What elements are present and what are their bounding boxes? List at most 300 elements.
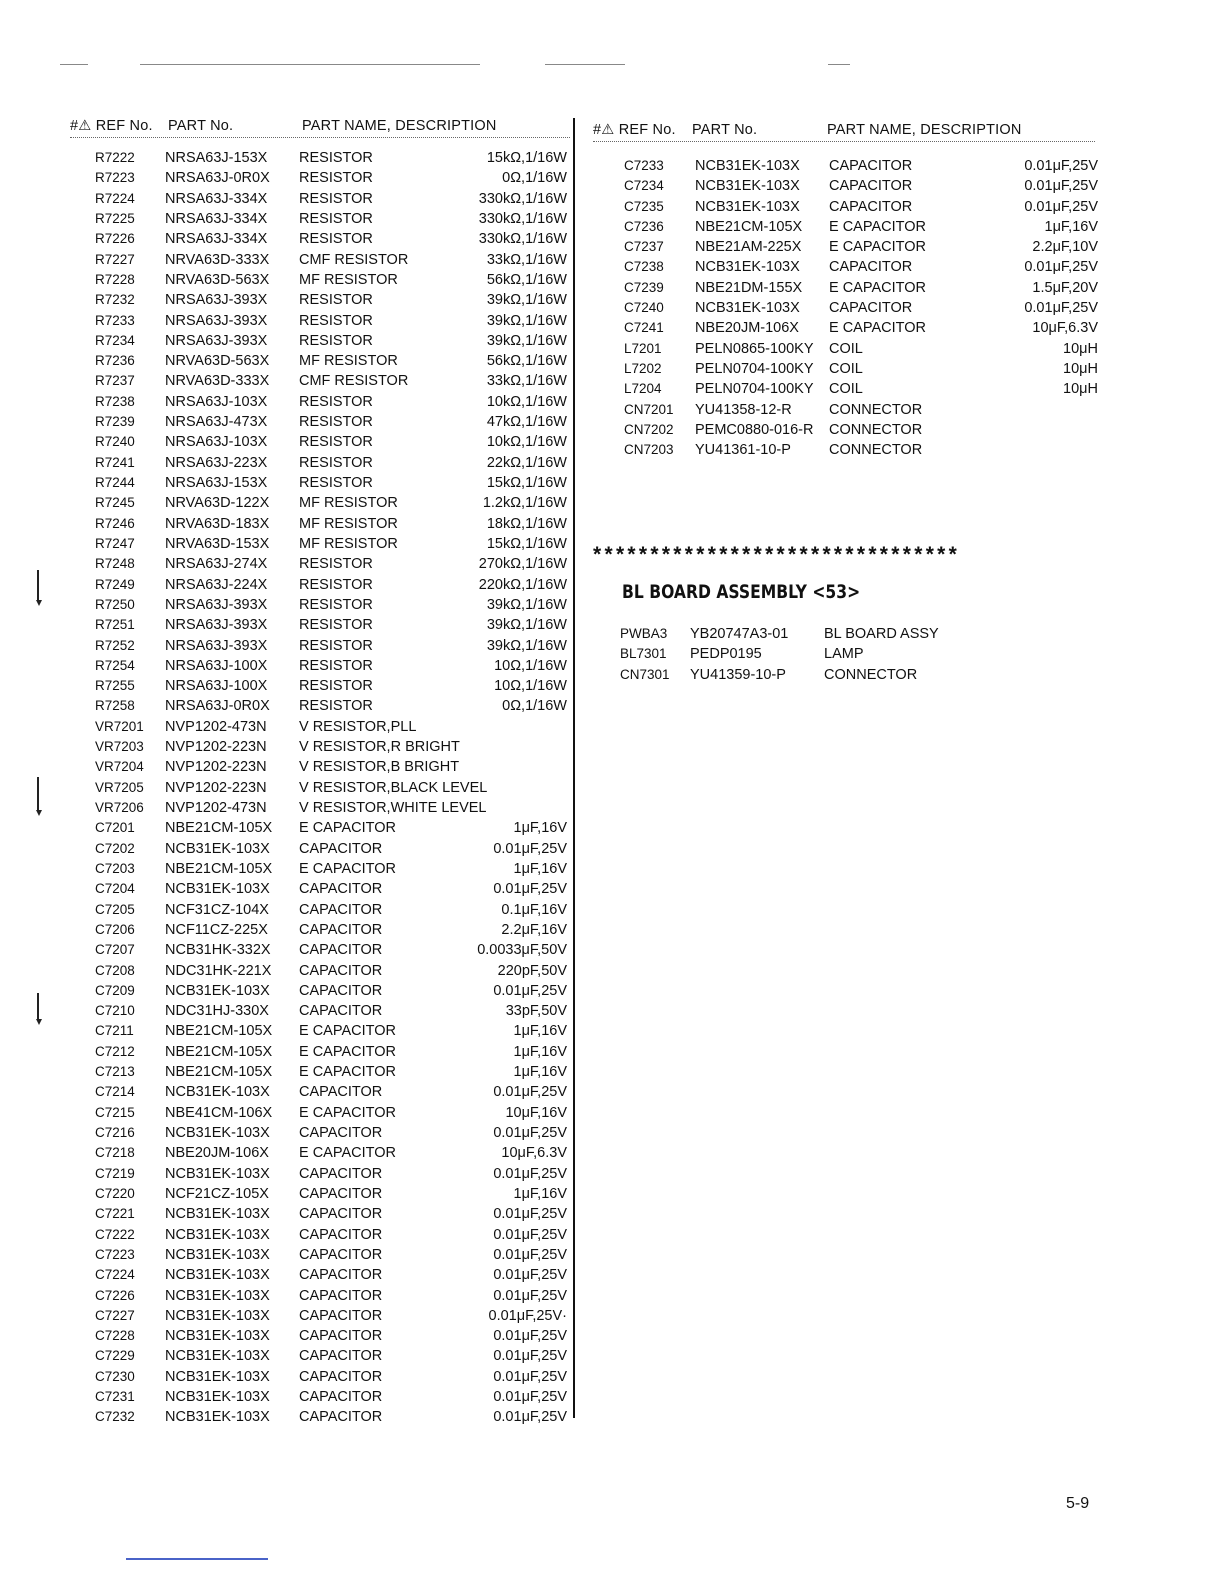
value-cell: 10Ω,1/16W xyxy=(494,657,567,674)
change-mark-arrow xyxy=(37,993,39,1021)
table-row xyxy=(0,252,580,272)
part-no-cell: NRVA63D-333X xyxy=(165,251,270,268)
part-no-cell: NCB31EK-103X xyxy=(695,178,800,195)
value-cell: 0.01μF,25V xyxy=(493,1389,567,1406)
value-cell: 22kΩ,1/16W xyxy=(486,454,567,471)
part-name-cell: RESISTOR xyxy=(299,414,373,431)
ref-no-cell: C7227 xyxy=(95,1307,135,1323)
ref-no-cell: C7220 xyxy=(95,1185,135,1201)
part-no-cell: YU41358-12-R xyxy=(695,401,792,418)
ref-no-cell: R7226 xyxy=(95,231,135,247)
ref-no-cell: C7223 xyxy=(95,1246,135,1262)
ref-no-cell: C7235 xyxy=(624,198,664,214)
ref-no-cell: C7238 xyxy=(624,259,664,275)
part-no-cell: NCB31EK-103X xyxy=(165,1206,270,1223)
table-row xyxy=(590,219,1110,239)
ref-no-cell: VR7201 xyxy=(95,718,144,734)
part-name-cell: COIL xyxy=(829,381,863,398)
value-cell: 0.01μF,25V xyxy=(1024,300,1098,317)
part-no-cell: NBE20JM-106X xyxy=(165,1145,269,1162)
part-no-cell: NCB31EK-103X xyxy=(165,1084,270,1101)
part-no-cell: NCF21CZ-105X xyxy=(165,1185,269,1202)
part-no-cell: NRSA63J-393X xyxy=(165,292,268,309)
table-row xyxy=(0,333,580,353)
part-name-cell: V RESISTOR,BLACK LEVEL xyxy=(299,779,488,796)
value-cell: 330kΩ,1/16W xyxy=(478,231,567,248)
table-row xyxy=(0,1247,580,1267)
table-row xyxy=(0,780,580,800)
value-cell: 39kΩ,1/16W xyxy=(486,637,567,654)
table-row xyxy=(0,759,580,779)
part-name-cell: RESISTOR xyxy=(299,698,373,715)
part-no-cell: NRSA63J-153X xyxy=(165,475,268,491)
value-cell: 330kΩ,1/16W xyxy=(478,210,567,227)
part-name-cell: RESISTOR xyxy=(299,190,373,207)
part-no-cell: NVP1202-223N xyxy=(165,759,267,776)
ref-no-cell: R7232 xyxy=(95,292,135,308)
part-no-cell: NVP1202-223N xyxy=(165,739,267,756)
ref-no-cell: C7234 xyxy=(624,178,664,194)
part-no-cell: NCB31EK-103X xyxy=(165,1348,270,1365)
table-row xyxy=(590,402,1110,422)
value-cell: 0.01μF,25V xyxy=(493,840,567,857)
table-row xyxy=(590,646,1110,666)
table-row xyxy=(0,414,580,434)
part-no-cell: PELN0704-100KY xyxy=(695,360,814,377)
part-no-cell: YB20747A3-01 xyxy=(690,626,789,642)
table-row xyxy=(0,719,580,739)
table-row xyxy=(0,1206,580,1226)
part-name-cell: RESISTOR xyxy=(299,454,373,471)
part-name-cell: MF RESISTOR xyxy=(299,495,398,512)
value-cell: 2.2μF,16V xyxy=(501,921,567,938)
ref-no-cell: R7237 xyxy=(95,373,135,389)
value-cell: 0.01μF,25V· xyxy=(488,1307,567,1324)
part-no-cell: NBE21AM-225X xyxy=(695,239,802,256)
table-row xyxy=(0,1409,580,1429)
table-row xyxy=(0,1288,580,1308)
part-no-cell: NRSA63J-223X xyxy=(165,454,268,471)
part-name-cell: CAPACITOR xyxy=(299,1389,383,1406)
part-name-cell: CONNECTOR xyxy=(829,421,923,438)
table-row xyxy=(590,422,1110,442)
value-cell: 0.01μF,25V xyxy=(493,1267,567,1284)
part-no-cell: NCB31EK-103X xyxy=(165,1389,270,1406)
table-row xyxy=(0,658,580,678)
ref-no-cell: C7201 xyxy=(95,820,135,836)
table-row xyxy=(590,361,1110,381)
value-cell: 10μF,16V xyxy=(505,1104,567,1121)
table-row xyxy=(590,239,1110,259)
ref-no-cell: C7211 xyxy=(95,1023,134,1039)
top-rule xyxy=(545,64,625,65)
part-no-cell: NCB31EK-103X xyxy=(165,1267,270,1284)
part-name-cell: CAPACITOR xyxy=(829,158,913,174)
part-name-cell: RESISTOR xyxy=(299,657,373,674)
value-cell: 10kΩ,1/16W xyxy=(486,434,567,451)
part-no-cell: NRSA63J-153X xyxy=(165,150,268,166)
value-cell: 0.01μF,25V xyxy=(493,881,567,898)
table-row xyxy=(0,881,580,901)
ref-no-cell: R7222 xyxy=(95,150,135,165)
table-row xyxy=(0,455,580,475)
ref-no-cell: C7210 xyxy=(95,1003,135,1019)
part-no-cell: NBE41CM-106X xyxy=(165,1104,273,1121)
part-no-cell: NCB31HK-332X xyxy=(165,942,271,959)
part-name-cell: CMF RESISTOR xyxy=(299,251,409,268)
value-cell: 1μF,16V xyxy=(1044,218,1098,235)
value-cell: 1μF,16V xyxy=(513,860,567,877)
table-row xyxy=(0,1023,580,1043)
value-cell: 10μF,6.3V xyxy=(1032,320,1098,337)
part-no-cell: PEMC0880-016-R xyxy=(695,421,814,438)
part-name-cell: RESISTOR xyxy=(299,292,373,309)
ref-no-cell: C7226 xyxy=(95,1287,135,1303)
value-cell: 15kΩ,1/16W xyxy=(486,150,567,166)
value-cell: 1μF,16V xyxy=(513,820,567,837)
top-rule xyxy=(828,64,850,65)
value-cell: 15kΩ,1/16W xyxy=(486,475,567,491)
table-row xyxy=(0,1084,580,1104)
part-no-cell: NRSA63J-334X xyxy=(165,231,268,248)
part-no-cell: NRSA63J-393X xyxy=(165,312,268,329)
value-cell: 0.01μF,25V xyxy=(493,1409,567,1426)
part-no-cell: NBE21CM-105X xyxy=(165,820,273,837)
part-name-cell: E CAPACITOR xyxy=(829,218,926,235)
table-row xyxy=(0,353,580,373)
part-name-cell: CAPACITOR xyxy=(299,1348,383,1365)
value-cell: 0Ω,1/16W xyxy=(502,170,567,187)
ref-no-cell: R7258 xyxy=(95,698,135,714)
part-no-cell: NCB31EK-103X xyxy=(165,881,270,898)
change-mark-arrow xyxy=(37,777,39,812)
table-row xyxy=(0,698,580,718)
top-rule xyxy=(140,64,480,65)
part-name-cell: CONNECTOR xyxy=(824,666,918,683)
table-row xyxy=(0,1308,580,1328)
ref-no-cell: C7229 xyxy=(95,1348,135,1364)
value-cell: 0.01μF,25V xyxy=(493,1246,567,1263)
part-no-cell: NCB31EK-103X xyxy=(695,259,800,276)
part-name-cell: CAPACITOR xyxy=(299,1165,383,1182)
value-cell: 0.01μF,25V xyxy=(493,1226,567,1243)
ref-no-cell: R7239 xyxy=(95,414,135,430)
part-name-cell: CAPACITOR xyxy=(299,1185,383,1202)
part-name-cell: CAPACITOR xyxy=(299,840,383,857)
part-no-cell: NRSA63J-0R0X xyxy=(165,698,270,715)
part-no-cell: PELN0704-100KY xyxy=(695,381,814,398)
part-no-cell: NDC31HK-221X xyxy=(165,962,272,979)
ref-no-cell: R7254 xyxy=(95,657,135,673)
ref-no-cell: C7214 xyxy=(95,1084,135,1100)
value-cell: 0.01μF,25V xyxy=(493,1328,567,1345)
ref-no-cell: R7255 xyxy=(95,678,135,694)
table-row xyxy=(0,841,580,861)
table-row xyxy=(590,442,1110,462)
value-cell: 56kΩ,1/16W xyxy=(486,271,567,288)
table-row xyxy=(0,1369,580,1389)
part-name-cell: V RESISTOR,R BRIGHT xyxy=(299,739,460,756)
ref-no-cell: C7228 xyxy=(95,1328,135,1344)
part-no-cell: NVP1202-473N xyxy=(165,718,267,735)
ref-no-cell: R7244 xyxy=(95,475,135,490)
part-name-cell: CAPACITOR xyxy=(299,1267,383,1284)
part-name-cell: RESISTOR xyxy=(299,596,373,613)
part-no-cell: NRSA63J-0R0X xyxy=(165,170,270,187)
ref-no-cell: C7209 xyxy=(95,982,135,998)
header-rule xyxy=(70,137,570,138)
table-row xyxy=(0,739,580,759)
ref-no-cell: R7227 xyxy=(95,251,135,267)
value-cell: 10μH xyxy=(1063,340,1098,357)
table-row xyxy=(0,556,580,576)
ref-no-header: #⚠ REF No. xyxy=(593,122,676,138)
table-row xyxy=(0,820,580,840)
value-cell: 39kΩ,1/16W xyxy=(486,617,567,634)
part-no-cell: NCB31EK-103X xyxy=(695,198,800,215)
part-name-header: PART NAME, DESCRIPTION xyxy=(827,122,1022,138)
part-name-cell: LAMP xyxy=(824,646,864,663)
part-no-cell: NBE21DM-155X xyxy=(695,279,803,296)
part-no-cell: NCB31EK-103X xyxy=(165,1307,270,1324)
part-no-cell: NBE21CM-105X xyxy=(695,218,803,235)
ref-no-cell: CN7301 xyxy=(620,666,670,682)
table-row xyxy=(590,199,1110,219)
part-name-cell: E CAPACITOR xyxy=(299,1145,396,1162)
table-row xyxy=(0,272,580,292)
part-name-cell: CMF RESISTOR xyxy=(299,373,409,390)
part-name-cell: CAPACITOR xyxy=(829,259,913,276)
part-name-cell: CAPACITOR xyxy=(299,962,383,979)
ref-no-cell: CN7203 xyxy=(624,442,674,458)
value-cell: 1μF,16V xyxy=(513,1023,567,1040)
part-name-cell: CAPACITOR xyxy=(299,881,383,898)
value-cell: 330kΩ,1/16W xyxy=(478,190,567,207)
part-name-cell: RESISTOR xyxy=(299,231,373,248)
value-cell: 1.2kΩ,1/16W xyxy=(482,495,567,512)
value-cell: 220kΩ,1/16W xyxy=(478,576,567,593)
bottom-rule xyxy=(126,1558,268,1560)
part-no-cell: NCB31EK-103X xyxy=(165,1226,270,1243)
value-cell: 1μF,16V xyxy=(513,1064,567,1081)
ref-no-cell: C7232 xyxy=(95,1409,135,1425)
table-row xyxy=(0,1267,580,1287)
part-name-cell: RESISTOR xyxy=(299,210,373,227)
ref-no-cell: C7233 xyxy=(624,158,664,173)
value-cell: 0.01μF,25V xyxy=(1024,178,1098,195)
table-row xyxy=(0,902,580,922)
part-name-cell: RESISTOR xyxy=(299,475,373,491)
bl-board-parts-table xyxy=(590,626,1110,687)
part-no-cell: NRSA63J-103X xyxy=(165,434,268,451)
value-cell: 15kΩ,1/16W xyxy=(486,535,567,552)
value-cell: 39kΩ,1/16W xyxy=(486,596,567,613)
table-row xyxy=(0,231,580,251)
part-no-cell: NCB31EK-103X xyxy=(165,1328,270,1345)
part-name-cell: BL BOARD ASSY xyxy=(824,626,939,642)
ref-no-cell: VR7203 xyxy=(95,739,144,755)
value-cell: 0.1μF,16V xyxy=(501,901,567,918)
ref-no-cell: R7225 xyxy=(95,210,135,226)
part-no-cell: NRSA63J-393X xyxy=(165,596,268,613)
table-row xyxy=(0,495,580,515)
part-name-cell: MF RESISTOR xyxy=(299,515,398,532)
ref-no-cell: C7231 xyxy=(95,1389,135,1405)
ref-no-cell: C7216 xyxy=(95,1125,135,1140)
ref-no-cell: C7213 xyxy=(95,1064,135,1080)
value-cell: 47kΩ,1/16W xyxy=(486,414,567,431)
part-name-cell: RESISTOR xyxy=(299,312,373,329)
value-cell: 220pF,50V xyxy=(497,962,567,979)
part-name-cell: COIL xyxy=(829,340,863,357)
ref-no-cell: C7230 xyxy=(95,1368,135,1384)
part-name-cell: CAPACITOR xyxy=(829,300,913,317)
ref-no-cell: C7212 xyxy=(95,1043,135,1059)
part-name-cell: CAPACITOR xyxy=(299,901,383,918)
part-name-cell: V RESISTOR,PLL xyxy=(299,718,417,735)
part-name-cell: RESISTOR xyxy=(299,393,373,410)
table-row xyxy=(590,320,1110,340)
part-no-cell: NRVA63D-333X xyxy=(165,373,270,390)
table-row xyxy=(0,800,580,820)
part-no-cell: NCB31EK-103X xyxy=(695,300,800,317)
value-cell: 0.01μF,25V xyxy=(1024,198,1098,215)
value-cell: 0Ω,1/16W xyxy=(502,698,567,715)
ref-no-cell: C7207 xyxy=(95,942,135,958)
left-parts-table xyxy=(0,150,580,1430)
part-no-cell: NDC31HJ-330X xyxy=(165,1003,269,1020)
table-row xyxy=(0,536,580,556)
column-divider xyxy=(573,118,575,1418)
part-name-cell: CAPACITOR xyxy=(299,1206,383,1223)
part-no-cell: NRSA63J-103X xyxy=(165,393,268,410)
table-row xyxy=(0,292,580,312)
part-name-cell: CAPACITOR xyxy=(299,1409,383,1426)
part-no-cell: NRSA63J-393X xyxy=(165,332,268,349)
table-row xyxy=(0,638,580,658)
part-name-cell: CAPACITOR xyxy=(299,921,383,938)
ref-no-cell: C7222 xyxy=(95,1226,135,1242)
table-row xyxy=(0,434,580,454)
value-cell: 39kΩ,1/16W xyxy=(486,292,567,309)
part-name-cell: RESISTOR xyxy=(299,637,373,654)
ref-no-cell: C7206 xyxy=(95,921,135,937)
table-row xyxy=(0,373,580,393)
ref-no-cell: PWBA3 xyxy=(620,626,668,641)
ref-no-cell: C7239 xyxy=(624,279,664,295)
part-name-cell: MF RESISTOR xyxy=(299,535,398,552)
ref-no-cell: CN7201 xyxy=(624,401,674,417)
table-row xyxy=(590,178,1110,198)
ref-no-header: #⚠ REF No. xyxy=(70,118,153,134)
part-name-cell: E CAPACITOR xyxy=(299,1064,396,1081)
part-no-cell: NVP1202-473N xyxy=(165,800,267,816)
part-name-cell: CAPACITOR xyxy=(299,1003,383,1020)
table-row xyxy=(590,626,1110,646)
part-no-cell: NCB31EK-103X xyxy=(165,1287,270,1304)
value-cell: 0.01μF,25V xyxy=(493,1125,567,1141)
ref-no-cell: C7236 xyxy=(624,218,664,234)
ref-no-cell: R7248 xyxy=(95,556,135,572)
table-row xyxy=(0,1348,580,1368)
part-name-cell: E CAPACITOR xyxy=(299,860,396,877)
part-no-cell: NCB31EK-103X xyxy=(165,1165,270,1182)
table-row xyxy=(0,922,580,942)
part-no-cell: NCB31EK-103X xyxy=(165,1125,270,1141)
part-no-cell: NBE21CM-105X xyxy=(165,1064,273,1081)
ref-no-cell: C7202 xyxy=(95,840,135,856)
table-row xyxy=(0,1125,580,1145)
ref-no-cell: R7228 xyxy=(95,271,135,287)
part-name-cell: E CAPACITOR xyxy=(299,1104,396,1121)
ref-no-cell: R7240 xyxy=(95,434,135,450)
value-cell: 0.01μF,25V xyxy=(493,1165,567,1182)
value-cell: 39kΩ,1/16W xyxy=(486,312,567,329)
ref-no-cell: C7203 xyxy=(95,860,135,876)
value-cell: 39kΩ,1/16W xyxy=(486,332,567,349)
ref-no-cell: C7205 xyxy=(95,901,135,917)
part-no-cell: NVP1202-223N xyxy=(165,779,267,796)
ref-no-cell: C7221 xyxy=(95,1206,135,1222)
part-no-cell: NBE21CM-105X xyxy=(165,860,273,877)
part-name-cell: CAPACITOR xyxy=(299,1368,383,1385)
part-no-cell: PELN0865-100KY xyxy=(695,340,814,357)
part-no-cell: NCB31EK-103X xyxy=(165,1409,270,1426)
part-name-cell: CAPACITOR xyxy=(299,1125,383,1141)
value-cell: 2.2μF,10V xyxy=(1032,239,1098,256)
value-cell: 0.01μF,25V xyxy=(493,1084,567,1101)
right-parts-table xyxy=(590,158,1110,462)
ref-no-cell: R7251 xyxy=(95,617,135,633)
ref-no-cell: C7219 xyxy=(95,1165,135,1181)
part-name-cell: CAPACITOR xyxy=(299,1226,383,1243)
ref-no-cell: C7204 xyxy=(95,881,135,897)
part-no-cell: PEDP0195 xyxy=(690,646,762,663)
part-name-cell: E CAPACITOR xyxy=(829,279,926,296)
value-cell: 1μF,16V xyxy=(513,1043,567,1060)
ref-no-cell: R7241 xyxy=(95,454,135,470)
table-row xyxy=(590,381,1110,401)
part-no-header: PART No. xyxy=(168,118,234,134)
ref-no-cell: R7245 xyxy=(95,495,135,511)
part-name-cell: CAPACITOR xyxy=(299,1246,383,1263)
part-no-cell: NRSA63J-334X xyxy=(165,190,268,207)
part-name-cell: E CAPACITOR xyxy=(829,320,926,337)
table-row xyxy=(0,150,580,170)
part-name-cell: V RESISTOR,B BRIGHT xyxy=(299,759,460,776)
table-row xyxy=(0,1166,580,1186)
value-cell: 18kΩ,1/16W xyxy=(486,515,567,532)
table-row xyxy=(0,597,580,617)
ref-no-cell: R7249 xyxy=(95,576,135,592)
ref-no-cell: R7224 xyxy=(95,190,135,206)
ref-no-cell: VR7205 xyxy=(95,779,144,795)
part-name-cell: RESISTOR xyxy=(299,576,373,593)
part-name-cell: MF RESISTOR xyxy=(299,271,398,288)
part-no-cell: NRSA63J-334X xyxy=(165,210,268,227)
part-no-cell: NRSA63J-473X xyxy=(165,414,268,431)
ref-no-cell: C7224 xyxy=(95,1267,135,1283)
part-no-cell: NRSA63J-100X xyxy=(165,657,268,674)
part-no-cell: NRSA63J-393X xyxy=(165,617,268,634)
separator-stars: ******************************** xyxy=(593,543,961,566)
table-row xyxy=(590,280,1110,300)
value-cell: 10μF,6.3V xyxy=(501,1145,567,1162)
table-row xyxy=(0,678,580,698)
ref-no-cell: L7201 xyxy=(624,340,662,356)
part-name-cell: RESISTOR xyxy=(299,434,373,451)
value-cell: 10Ω,1/16W xyxy=(494,678,567,695)
